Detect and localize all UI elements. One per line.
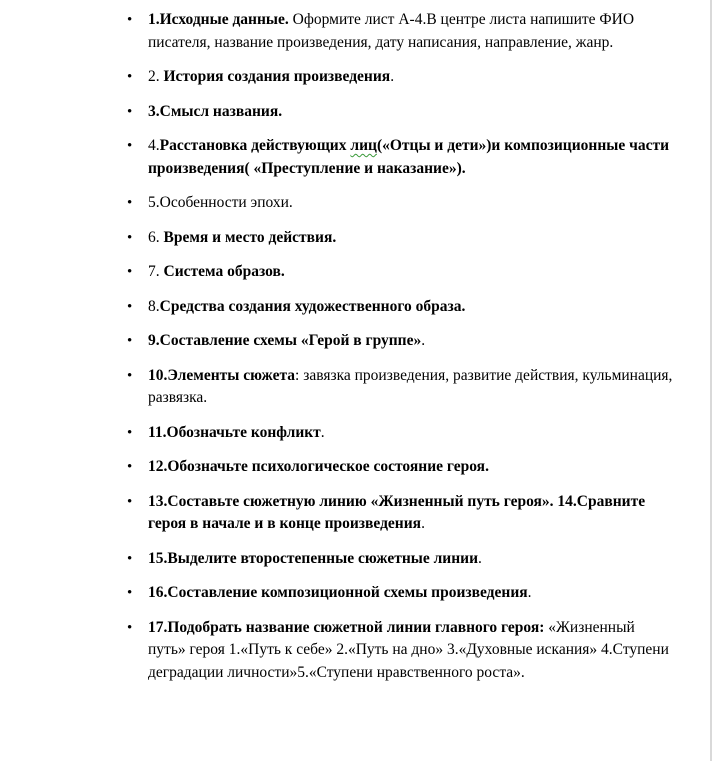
item-heading: Особенности эпохи <box>159 194 289 211</box>
bullet: • <box>127 459 133 475</box>
bullet: • <box>127 103 133 120</box>
item-text: . <box>478 549 482 567</box>
bullet: • <box>127 195 133 211</box>
list-item-16 <box>0 582 700 605</box>
bullet: • <box>127 264 133 280</box>
item-heading: Система образов. <box>163 263 285 280</box>
item-heading-cont: («Отцы и дети»)и композиционные части произведения( «Преступление и наказание»). <box>148 137 670 177</box>
item-number: 5. <box>148 194 160 211</box>
item-heading: 12.Обозначьте психологическое состояние героя. <box>148 458 489 475</box>
list-item-17 <box>0 617 700 685</box>
list-item-13 <box>0 491 700 536</box>
item-heading: 16.Составление композиционной схемы произведения <box>148 584 528 601</box>
bullet: • <box>127 138 133 154</box>
list-item-2 <box>0 66 700 89</box>
bullet: • <box>127 69 133 85</box>
item-text: . <box>421 515 425 532</box>
bullet: • <box>127 424 133 441</box>
item-heading: Средства создания художественного образа. <box>159 297 466 315</box>
list-item-12 <box>0 456 700 479</box>
list-item-5 <box>0 192 700 215</box>
bullet: • <box>127 367 133 384</box>
item-heading: Расстановка действующих <box>159 137 351 154</box>
item-text: Оформите лист А-4.В центре листа напишите ФИО писателя, название произведения, дату написания, направление, жанр. <box>148 11 635 51</box>
list-item-1 <box>0 9 700 54</box>
list-item-11 <box>0 422 700 445</box>
item-heading: 11.Обозначьте конфликт <box>148 423 321 441</box>
list-item-8 <box>0 296 700 319</box>
item-heading: 1.Исходные данные. <box>148 11 289 28</box>
list-item-6 <box>0 227 700 250</box>
item-text: . <box>390 68 395 85</box>
item-text: . <box>527 584 532 601</box>
item-heading: 15.Выделите второстепенные сюжетные линии <box>148 549 479 567</box>
item-heading: 17.Подобрать название сюжетной линии главного героя: <box>148 618 545 636</box>
item-number: 6. <box>148 228 164 246</box>
item-heading: 9.Составление схемы «Герой в группе» <box>148 332 422 349</box>
list-item-10 <box>0 365 700 410</box>
bullet: • <box>127 619 133 636</box>
item-heading: Время и место действия. <box>163 228 337 246</box>
list-item-9 <box>0 330 700 353</box>
item-number: 4. <box>148 137 160 154</box>
bullet: • <box>127 550 133 567</box>
spellcheck-underlined-word: лиц <box>350 137 377 154</box>
item-number: 2. <box>148 68 164 85</box>
item-heading: 10.Элементы сюжета <box>148 366 296 384</box>
list-item-3 <box>0 101 700 124</box>
bullet: • <box>127 333 133 349</box>
task-list <box>0 9 700 696</box>
bullet: • <box>127 229 133 246</box>
list-item-7 <box>0 261 700 284</box>
item-text: . <box>320 423 325 441</box>
list-item-4 <box>0 135 700 180</box>
list-item-15 <box>0 548 700 571</box>
item-text: : завязка произведения, развитие действия, кульминация, развязка. <box>148 366 673 406</box>
item-number: 7. <box>148 263 164 280</box>
item-text: «Жизненный путь» героя 1.«Путь к себе» 2.«Путь на дно» 3.«Духовные искания» 4.Ступени деградации личности»5.«Ступени нравственного роста». <box>148 618 669 681</box>
item-text: . <box>288 194 293 211</box>
item-text: . <box>421 332 426 349</box>
bullet: • <box>127 493 133 510</box>
item-heading: 3.Смысл названия. <box>148 102 283 120</box>
item-heading: История создания произведения <box>163 68 391 85</box>
item-heading: 13.Составьте сюжетную линию «Жизненный путь героя». 14.Сравните героя в начале и в конце произведения <box>148 492 646 532</box>
bullet: • <box>127 585 133 601</box>
bullet: • <box>127 12 133 28</box>
bullet: • <box>127 298 133 315</box>
item-number: 8. <box>148 297 160 315</box>
